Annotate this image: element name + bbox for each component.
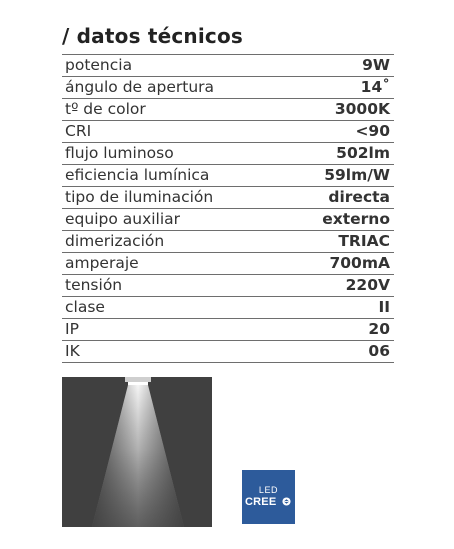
spec-label: CRI bbox=[65, 122, 92, 140]
spec-value: 220V bbox=[345, 276, 390, 294]
spec-value: 502lm bbox=[336, 144, 390, 162]
spec-value: II bbox=[378, 298, 390, 316]
spec-value: <90 bbox=[355, 122, 390, 140]
luminaire-lens bbox=[128, 382, 148, 385]
spec-table bbox=[62, 54, 394, 363]
spec-value: 59lm/W bbox=[324, 166, 390, 184]
spec-value: 700mA bbox=[329, 254, 390, 272]
spec-row-clase bbox=[62, 297, 394, 319]
spec-row-eficiencia-luminica bbox=[62, 165, 394, 187]
spec-row-dimerizacion bbox=[62, 231, 394, 253]
spec-value: 9W bbox=[362, 56, 390, 74]
spec-label: tipo de iluminación bbox=[65, 188, 214, 206]
light-cone-shading bbox=[92, 385, 184, 527]
badge-brand-text: CREE bbox=[245, 496, 277, 508]
light-beam-graphic bbox=[62, 377, 212, 527]
spec-value: TRIAC bbox=[338, 232, 390, 250]
spec-label: clase bbox=[65, 298, 105, 316]
spec-value: externo bbox=[322, 210, 390, 228]
spec-label: eficiencia lumínica bbox=[65, 166, 210, 184]
spec-value: 20 bbox=[368, 320, 390, 338]
spec-row-ip bbox=[62, 319, 394, 341]
spec-label: equipo auxiliar bbox=[65, 210, 181, 228]
spec-label: amperaje bbox=[65, 254, 139, 272]
spec-value: 3000K bbox=[334, 100, 390, 118]
spec-row-equipo-auxiliar bbox=[62, 209, 394, 231]
spec-label: potencia bbox=[65, 56, 133, 74]
spec-row-ik bbox=[62, 341, 394, 363]
spec-value: directa bbox=[328, 188, 390, 206]
led-cree-badge bbox=[242, 470, 295, 524]
spec-label: dimerización bbox=[65, 232, 165, 250]
spec-row-cri bbox=[62, 121, 394, 143]
spec-label: ángulo de apertura bbox=[65, 78, 215, 96]
spec-label: flujo luminoso bbox=[65, 144, 174, 162]
luminaire-fixture bbox=[125, 377, 151, 382]
spec-row-temperatura-de-color bbox=[62, 99, 394, 121]
spec-label: IK bbox=[65, 342, 80, 360]
spec-row-tipo-de-iluminacion bbox=[62, 187, 394, 209]
light-beam-diagram-icon bbox=[62, 377, 212, 527]
spec-label: tensión bbox=[65, 276, 123, 294]
spec-row-potencia bbox=[62, 55, 394, 77]
spec-row-angulo-de-apertura bbox=[62, 77, 394, 99]
spec-value: 14˚ bbox=[360, 78, 390, 96]
spec-row-tension bbox=[62, 275, 394, 297]
section-title: / datos técnicos bbox=[62, 24, 244, 48]
badge-led-text: LED bbox=[258, 485, 279, 495]
spec-label: tº de color bbox=[65, 100, 146, 118]
spec-row-flujo-luminoso bbox=[62, 143, 394, 165]
spec-row-amperaje bbox=[62, 253, 394, 275]
spec-value: 06 bbox=[368, 342, 390, 360]
spec-label: IP bbox=[65, 320, 79, 338]
cree-emblem-icon bbox=[282, 497, 291, 506]
